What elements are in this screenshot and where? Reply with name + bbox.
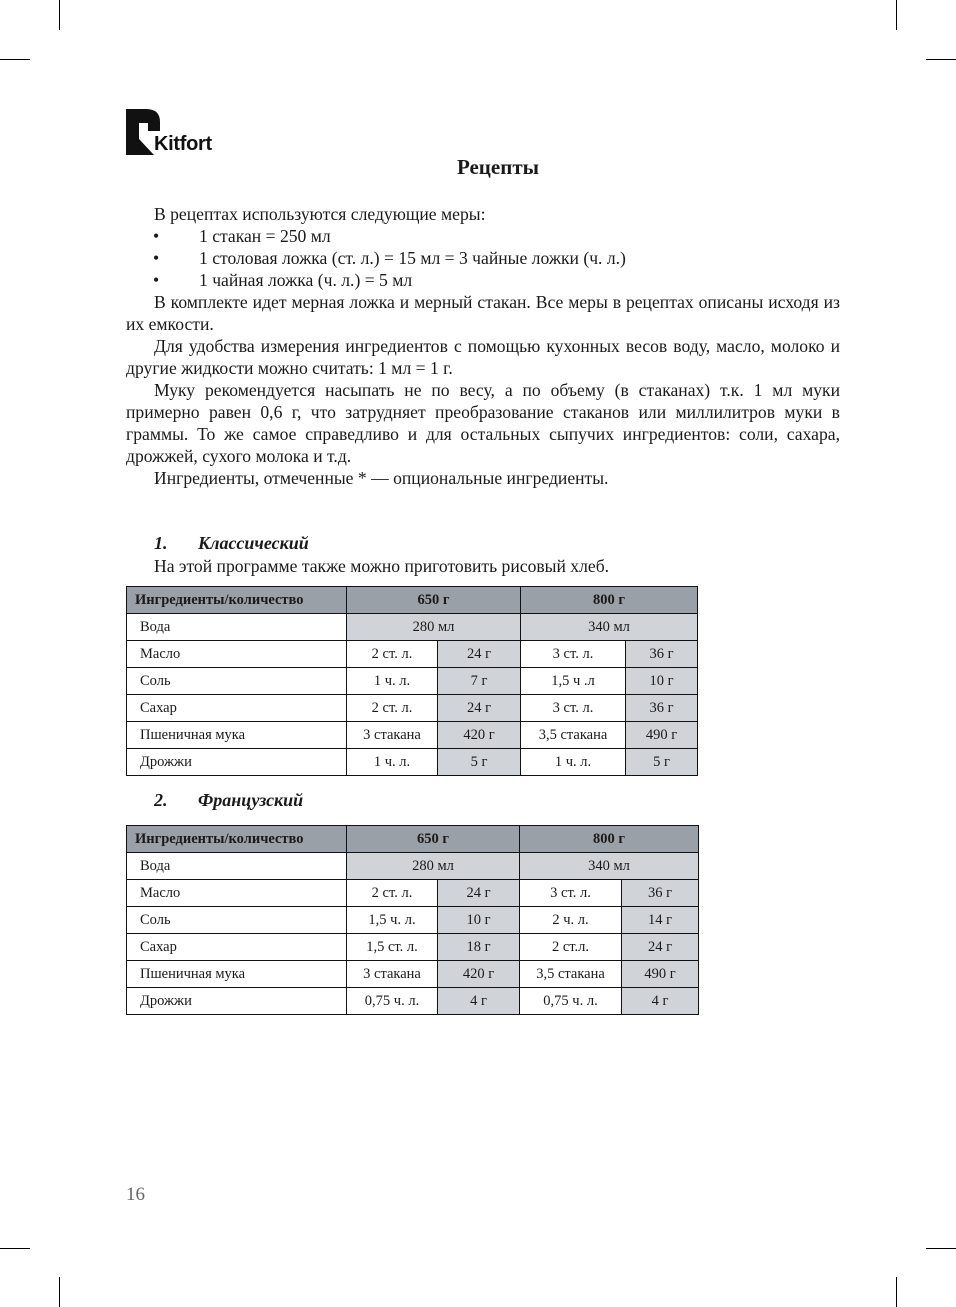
header-cell: Ингредиенты/количество (127, 826, 347, 853)
recipe-2-title (154, 790, 303, 811)
table-cell: Вода (127, 853, 347, 880)
intro-text (126, 203, 840, 489)
table-cell: 490 г (626, 722, 698, 749)
table-row (127, 853, 699, 880)
table-cell: 1,5 ч. л. (347, 907, 438, 934)
page-number: 16 (126, 1184, 145, 1205)
list-item (126, 247, 840, 269)
table-cell: Дрожжи (127, 749, 347, 776)
table-cell: 36 г (622, 880, 699, 907)
table-cell: 24 г (438, 880, 520, 907)
header-cell: Ингредиенты/количество (127, 587, 347, 614)
table-row (127, 749, 698, 776)
table-cell: 1 ч. л. (521, 749, 626, 776)
recipe-1-title (154, 533, 309, 554)
header-cell: 800 г (521, 587, 698, 614)
table-cell: 5 г (626, 749, 698, 776)
table-cell: 24 г (622, 934, 699, 961)
crop-mark (59, 0, 60, 30)
table-cell: 18 г (438, 934, 520, 961)
paragraph: Ингредиенты, отмеченные * — опциональные ингредиенты. (154, 468, 609, 488)
table-cell: Пшеничная мука (127, 961, 347, 988)
table-cell: 340 мл (520, 853, 699, 880)
recipe-name: Классический (198, 533, 309, 553)
table-row (127, 641, 698, 668)
table-cell: Пшеничная мука (127, 722, 347, 749)
recipe-2-table (126, 825, 699, 1015)
list-item (126, 225, 840, 247)
table-cell: 24 г (438, 695, 521, 722)
list-item (126, 269, 840, 291)
paragraph: Муку рекомендуется насыпать не по весу, а по объему (в стаканах) т.к. 1 мл муки примерно равен 0,6 г, что затрудняет преобразование стаканов или миллилитров муки в граммы. То же самое справедливо и для остальных сыпучих ингредиентов: соли, сахара, дрожжей, сухого молока и т.д. (126, 380, 840, 466)
crop-mark (896, 0, 897, 30)
table-cell: 1 ч. л. (347, 749, 438, 776)
table-cell: 280 мл (347, 853, 520, 880)
table-cell: 4 г (622, 988, 699, 1015)
table-cell: 7 г (438, 668, 521, 695)
header-cell: 650 г (347, 587, 521, 614)
crop-mark (0, 1248, 30, 1249)
table-header-row (127, 826, 699, 853)
header-cell: 800 г (520, 826, 699, 853)
table-header-row (127, 587, 698, 614)
table-cell: 490 г (622, 961, 699, 988)
table-cell: Масло (127, 641, 347, 668)
list-item-text: 1 чайная ложка (ч. л.) = 5 мл (199, 270, 413, 290)
table-row (127, 961, 699, 988)
table-cell: 3 ст. л. (521, 695, 626, 722)
crop-mark (59, 1277, 60, 1307)
table-cell: Соль (127, 668, 347, 695)
table-cell: 14 г (622, 907, 699, 934)
table-cell: 420 г (438, 961, 520, 988)
table-cell: Соль (127, 907, 347, 934)
table-cell: 340 мл (521, 614, 698, 641)
crop-mark (926, 1248, 956, 1249)
bullet-mark: • (153, 248, 160, 268)
table-row (127, 934, 699, 961)
table-cell: 1 ч. л. (347, 668, 438, 695)
brand-name: Kitfort (154, 133, 212, 155)
table-cell: 280 мл (347, 614, 521, 641)
table-cell: 2 ч. л. (520, 907, 622, 934)
intro-lead: В рецептах используются следующие меры: (154, 204, 486, 224)
crop-mark (896, 1277, 897, 1307)
header-cell: 650 г (347, 826, 520, 853)
table-row (127, 880, 699, 907)
page-title: Рецепты (456, 155, 540, 179)
table-cell: Масло (127, 880, 347, 907)
table-cell: 36 г (626, 641, 698, 668)
table-cell: Дрожжи (127, 988, 347, 1015)
table-cell: 3 стакана (347, 961, 438, 988)
table-cell: 0,75 ч. л. (520, 988, 622, 1015)
recipe-1-table (126, 586, 698, 776)
table-row (127, 695, 698, 722)
table-cell: 2 ст. л. (347, 641, 438, 668)
list-item-text: 1 стакан = 250 мл (199, 226, 331, 246)
paragraph: Для удобства измерения ингредиентов с помощью кухонных весов воду, масло, молоко и другие жидкости можно считать: 1 мл = 1 г. (126, 336, 840, 378)
table-row (127, 907, 699, 934)
table-cell: 3,5 стакана (520, 961, 622, 988)
table-cell: 10 г (438, 907, 520, 934)
table-cell: 0,75 ч. л. (347, 988, 438, 1015)
table-cell: 24 г (438, 641, 521, 668)
table-cell: 1,5 ч .л (521, 668, 626, 695)
list-item-text: 1 столовая ложка (ст. л.) = 15 мл = 3 чайные ложки (ч. л.) (199, 248, 626, 268)
table-cell: 1,5 ст. л. (347, 934, 438, 961)
table-cell: Сахар (127, 934, 347, 961)
table-row (127, 614, 698, 641)
table-cell: 4 г (438, 988, 520, 1015)
paragraph: В комплекте идет мерная ложка и мерный стакан. Все меры в рецептах описаны исходя из их емкости. (126, 292, 840, 334)
bullet-mark: • (153, 226, 160, 246)
table-cell: 3,5 стакана (521, 722, 626, 749)
table-cell: 420 г (438, 722, 521, 749)
crop-mark (926, 59, 956, 60)
table-row (127, 988, 699, 1015)
table-cell: Вода (127, 614, 347, 641)
bullet-mark: • (153, 270, 160, 290)
table-cell: 3 ст. л. (521, 641, 626, 668)
table-row (127, 668, 698, 695)
table-cell: 3 ст. л. (520, 880, 622, 907)
table-cell: 2 ст. л. (347, 880, 438, 907)
table-cell: 2 ст.л. (520, 934, 622, 961)
recipe-number: 1. (154, 533, 168, 553)
recipe-1-note: На этой программе также можно приготовить рисовый хлеб. (154, 556, 610, 576)
crop-mark (0, 59, 30, 60)
recipe-name: Французский (198, 790, 304, 810)
recipe-number: 2. (154, 790, 168, 810)
table-cell: Сахар (127, 695, 347, 722)
table-cell: 10 г (626, 668, 698, 695)
table-cell: 5 г (438, 749, 521, 776)
table-row (127, 722, 698, 749)
table-cell: 2 ст. л. (347, 695, 438, 722)
table-cell: 36 г (626, 695, 698, 722)
table-cell: 3 стакана (347, 722, 438, 749)
